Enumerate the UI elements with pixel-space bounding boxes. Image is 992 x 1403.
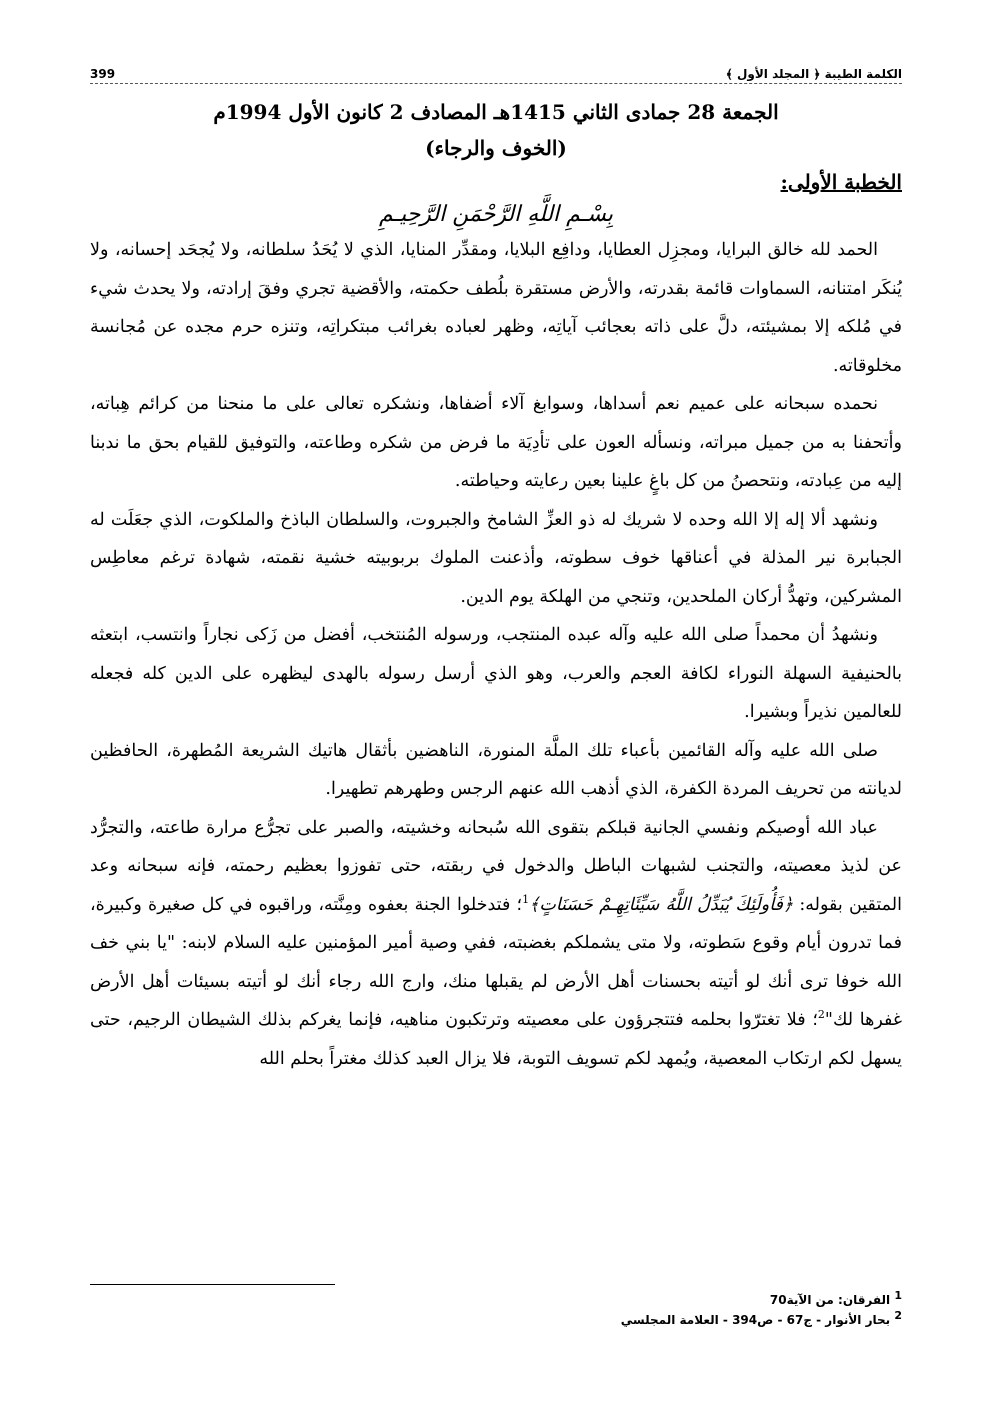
footnote-ref-2[interactable]: 2 [817, 1008, 825, 1022]
paragraph-6 [90, 809, 902, 1079]
footnote-divider [90, 1284, 335, 1285]
paragraph-1: الحمد لله خالق البرايا، ومجزِل العطايا، ودافِع البلايا، ومقدِّر المنايا، الذي لا يُحَدُ سلطانه، ولا يُجحَد إحسانه، ولا يُنكَر امتنانه، السماوات قائمة بقدرته، والأرض مستقرة بلُطف حكمته، والأقضية تجري وفقَ إرادته، ولا يحدث شيء في مُلكه إلا بمشيئته، دلَّ على ذاته بعجائب آياتِه، وظهر لعباده بغرائب مبتكراتِه، وتنزه حرم مجده عن مُجانسة مخلوقاته. [90, 240, 902, 376]
footnote-ref-1[interactable]: 1 [522, 892, 530, 906]
paragraph-6-intro: عباد الله أوصيكم ونفسي الجانية قبلكم بتقوى الله سُبحانه وخشيته، والصبر على تجرُّع مرارة طاعته، والتجرُّد عن لذيذ معصيته، والتجنب لشبهات الباطل والدخول في ربقته، حتى تفوزوا بعظيم رحمته، فإنه سبحانه وعد المتقين بقوله: [90, 817, 902, 915]
footnote-number: 2 [894, 1309, 902, 1322]
sermon-topic: (الخوف والرجاء) [425, 136, 567, 160]
paragraph-5: صلى الله عليه وآله القائمين بأعباء تلك الملَّة المنورة، الناهضين بأثقال هاتيك الشريعة المُطهرة، الحافظين لديانته من تحريف المردة الكفرة، الذي أذهب الله عنهم الرجس وطهرهم تطهيرا. [90, 740, 902, 799]
document-page [90, 55, 902, 1385]
footnote-text: الفرقان: من الآية70 [769, 1293, 891, 1307]
running-header [90, 55, 902, 84]
running-title: الكلمة الطيبة ﴿ المجلد الأول ﴾ [725, 67, 902, 81]
section-label: الخطبة الأولى: [780, 170, 902, 194]
sermon-date: الجمعة 28 جمادى الثاني 1415هـ المصادف 2 كانون الأول 1994م [213, 100, 779, 124]
paragraph-6-middle: ؛ فتدخلوا الجنة بعفوه ومِنَّته، وراقبوه في كل صغيرة وكبيرة، فما تدرون أيام وقوع سَطوته، ولا متى يشملكم بغضبته، ففي وصية أمير المؤمنين عليه السلام لابنه: "يا بني خف الله خوفا ترى أنك لو أتيته بحسنات أهل الأرض لم يقبلها منك، وارج الله رجاء أنك لو أتيته بسيئات أهل الأرض غفرها لك" [90, 894, 902, 1030]
basmala: بِسْـمِ اللَّهِ الرَّحْمَنِ الرَّحِيـمِ [378, 202, 613, 227]
footnote-text: بحار الأنوار - ج67 - ص394 - العلامة المجلسي [620, 1313, 891, 1327]
paragraph-2: نحمده سبحانه على عميم نعم أسداها، وسوابغ آلاء أضفاها، ونشكره تعالى على ما منحنا من كرائم هِباته، وأتحفنا به من جميل مبراته، ونسأله العون على تأدِيَة ما فرض من شكره وطاعته، والتوفيق للقيام بحق ما ندبنا إليه من عِبادته، ونتحصنُ من كل باغٍ علينا بعين رعايته وحياطته. [90, 394, 902, 491]
footnotes [621, 1290, 902, 1330]
footnote-number: 1 [894, 1289, 902, 1302]
paragraph-3: ونشهد ألا إله إلا الله وحده لا شريك له ذو العزِّ الشامخ والجبروت، والسلطان الباذخ والملكوت، الذي جعَلَت له الجبابرة نير المذلة في أعناقها خوف سطوته، وأذعنت الملوك بربوبيته خشية نقمته، شهادة ترغم معاطِس المشركين، وتهدُّ أركان الملحدين، وتنجي من الهلكة يوم الدين. [90, 509, 902, 607]
footnote-1 [621, 1290, 902, 1310]
quran-verse: ﴿فَأُولَئِكَ يُبَدِّلُ اللَّهُ سَيِّئَاتِهِـمْ حَسَنَاتٍ﴾ [529, 894, 794, 915]
page-number: 399 [90, 67, 116, 81]
paragraph-6-end: ؛ فلا تغترّوا بحلمه فتتجرؤون على معصيته وترتكبون مناهيه، فإنما يغركم بذلك الشيطان الرجيم، حتى يسهل لكم ارتكاب المعصية، ويُمهد لكم تسويف التوبة، فلا يزال العبد كذلك مغتراً بحلم الله [90, 1010, 902, 1069]
paragraph-4: ونشهدُ أن محمداً صلى الله عليه وآله عبده المنتجب، ورسوله المُنتخب، أفضل من زَكى نجاراً وانتسب، ابتعثه بالحنيفية السهلة النوراء لكافة العجم والعرب، وهو الذي أرسل رسوله بالهدى ليظهره على الدين كله فجعله للعالمين نذيراً وبشيرا. [90, 625, 902, 722]
sermon-body [90, 231, 902, 1078]
footnote-2 [621, 1310, 902, 1330]
